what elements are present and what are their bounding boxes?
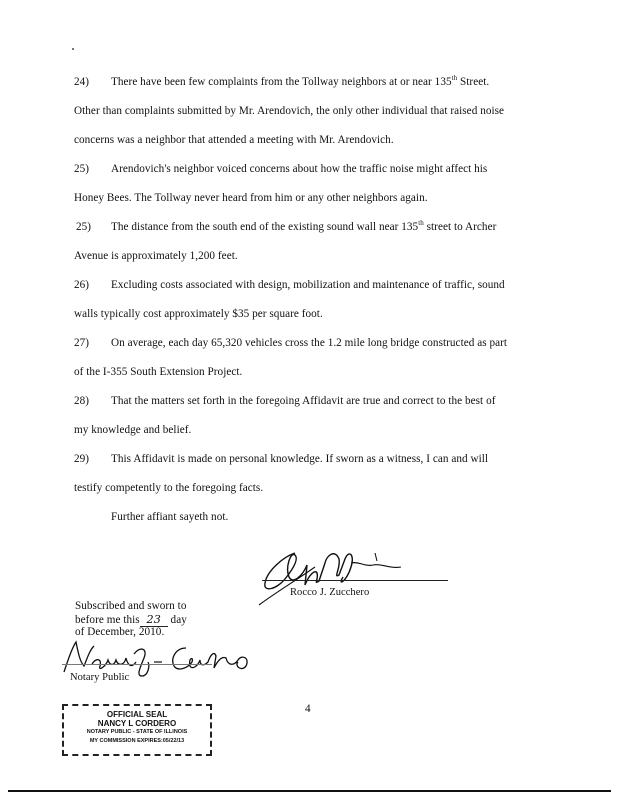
closing-statement: Further affiant sayeth not. [111,511,229,523]
paragraph-29-line-1: This Affidavit is made on personal knowledge. If sworn as a witness, I can and will [111,453,489,465]
paragraph-25a-line-1: Arendovich's neighbor voiced concerns about how the traffic noise might affect his [111,163,488,175]
scan-speck [72,48,74,50]
paragraph-number: 25) [74,163,89,175]
notary-public-label: Notary Public [70,672,130,683]
paragraph-number: 26) [74,279,89,291]
paragraph-28-line-2: my knowledge and belief. [74,424,192,436]
jurat-line-1: Subscribed and sworn to [75,600,187,612]
seal-notary-name: NANCY L CORDERO [97,719,177,728]
seal-commission-expiry: MY COMMISSION EXPIRES:05/22/13 [89,738,185,744]
paragraph-number: 27) [74,337,89,349]
bottom-rule [8,790,611,792]
jurat-line-3: of December, 2010. [75,626,165,638]
paragraph-26-line-2: walls typically cost approximately $35 per square foot. [74,308,323,320]
seal-title: OFFICIAL SEAL [106,710,168,719]
paragraph-24-line-2: Other than complaints submitted by Mr. Arendovich, the only other individual that raised noise [74,105,505,117]
paragraph-24-line-1: There have been few complaints from the Tollway neighbors at or near 135th Street. [111,74,490,88]
affiant-name: Rocco J. Zucchero [290,587,370,598]
paragraph-25b-line-1: The distance from the south end of the existing sound wall near 135th street to Archer [111,219,497,233]
affiant-signature-icon [255,545,405,610]
notary-signature-line [62,664,212,665]
paragraph-26-line-1: Excluding costs associated with design, mobilization and maintenance of traffic, sound [111,279,505,291]
seal-state: NOTARY PUBLIC - STATE OF ILLINOIS [86,729,188,735]
paragraph-number: 28) [74,395,89,407]
paragraph-number: 29) [74,453,89,465]
paragraph-25b-line-2: Avenue is approximately 1,200 feet. [74,250,238,262]
jurat-day: 23 [140,613,168,627]
paragraph-25a-line-2: Honey Bees. The Tollway never heard from him or any other neighbors again. [74,192,428,204]
paragraph-27-line-1: On average, each day 65,320 vehicles cross the 1.2 mile long bridge constructed as part [111,337,508,349]
paragraph-number: 24) [74,76,89,88]
paragraph-27-line-2: of the I-355 South Extension Project. [74,366,243,378]
paragraph-24-line-3: concerns was a neighbor that attended a meeting with Mr. Arendovich. [74,134,394,146]
signature-line [262,580,448,581]
paragraph-29-line-2: testify competently to the foregoing facts. [74,482,264,494]
notary-seal [62,704,212,756]
paragraph-28-line-1: That the matters set forth in the foregoing Affidavit are true and correct to the best of [111,395,496,407]
page-number: 4 [305,703,311,715]
paragraph-number: 25) [76,221,91,233]
jurat-line-2: before me this 23 day [75,613,187,626]
